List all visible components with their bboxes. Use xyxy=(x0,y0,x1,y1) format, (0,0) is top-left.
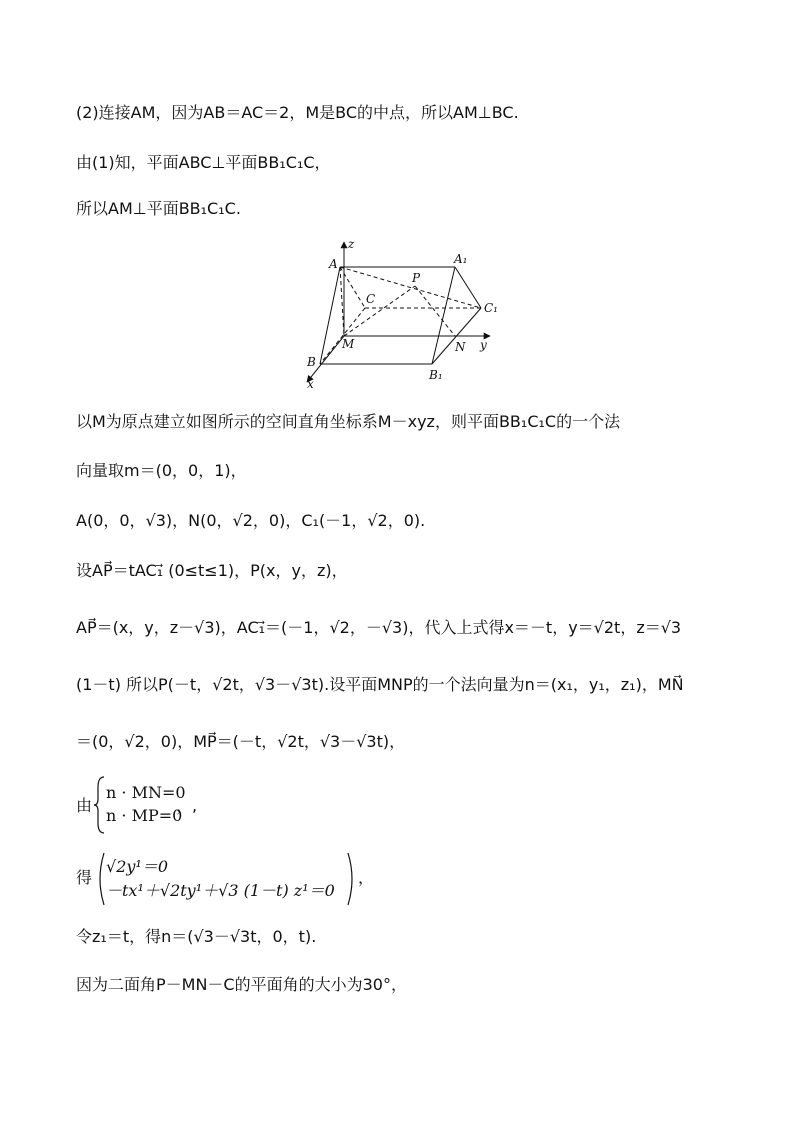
system-prefix: 得 xyxy=(76,868,93,887)
right-paren xyxy=(346,851,358,907)
label-B1: B₁ xyxy=(429,368,443,382)
label-C1: C₁ xyxy=(484,301,498,315)
text-line: 因为二面角P－MN－C的平面角的大小为30°， xyxy=(76,975,407,994)
text-line: 所以AM⊥平面BB₁C₁C. xyxy=(76,199,241,218)
text-line: 设AP⃗＝tAC₁⃗ (0≤t≤1)，P(x，y，z)， xyxy=(76,561,348,580)
text-line: 由(1)知，平面ABC⊥平面BB₁C₁C， xyxy=(76,153,331,172)
text-line: A(0，0，√3)，N(0，√2，0)，C₁(－1，√2，0). xyxy=(76,511,426,530)
text-line: (2)连接AM，因为AB＝AC＝2，M是BC的中点，所以AM⊥BC. xyxy=(76,103,519,122)
geometry-figure xyxy=(295,230,515,390)
label-A: A xyxy=(329,257,338,271)
label-x: x xyxy=(307,377,314,390)
label-C: C xyxy=(366,292,376,306)
text-line: AP⃗＝(x，y，z－√3)，AC₁⃗＝(－1，√2，－√3)，代入上式得x＝－t，y＝√2t，z＝√3 xyxy=(76,618,682,637)
label-A1: A₁ xyxy=(454,252,468,266)
system-row-1: n · MN=0 xyxy=(106,783,186,802)
label-B: B xyxy=(307,355,316,369)
text-line: 令z₁＝t，得n＝(√3－√3t，0，t). xyxy=(76,927,317,946)
label-z: z xyxy=(348,237,355,251)
label-P: P xyxy=(412,271,421,285)
system-prefix: 由 xyxy=(76,796,93,815)
text-line: ＝(0，√2，0)，MP⃗＝(－t，√2t，√3－√3t)， xyxy=(76,732,406,751)
label-y: y xyxy=(480,338,487,352)
system-row-1: √2y¹＝0 xyxy=(106,857,169,876)
label-N: N xyxy=(455,340,466,354)
system-row-2: n · MP=0 xyxy=(106,806,183,825)
system-suffix: ， xyxy=(358,868,375,887)
left-brace xyxy=(94,775,106,835)
text-line: 以M为原点建立如图所示的空间直角坐标系M－xyz，则平面BB₁C₁C的一个法 xyxy=(76,412,621,431)
text-line: (1－t) 所以P(－t，√2t，√3－√3t).设平面MNP的一个法向量为n＝(x₁，y₁，z₁)，MN⃗ xyxy=(76,675,684,694)
system-row-2: －tx¹＋√2ty¹＋√3 (1－t) z¹＝0 xyxy=(106,881,335,900)
equation-system-2 xyxy=(76,851,396,907)
text-line: 向量取m＝(0，0，1)， xyxy=(76,461,247,480)
left-paren xyxy=(94,851,106,907)
equation-system-1 xyxy=(76,775,316,835)
system-suffix: ，, xyxy=(176,796,198,815)
label-M: M xyxy=(342,337,355,351)
